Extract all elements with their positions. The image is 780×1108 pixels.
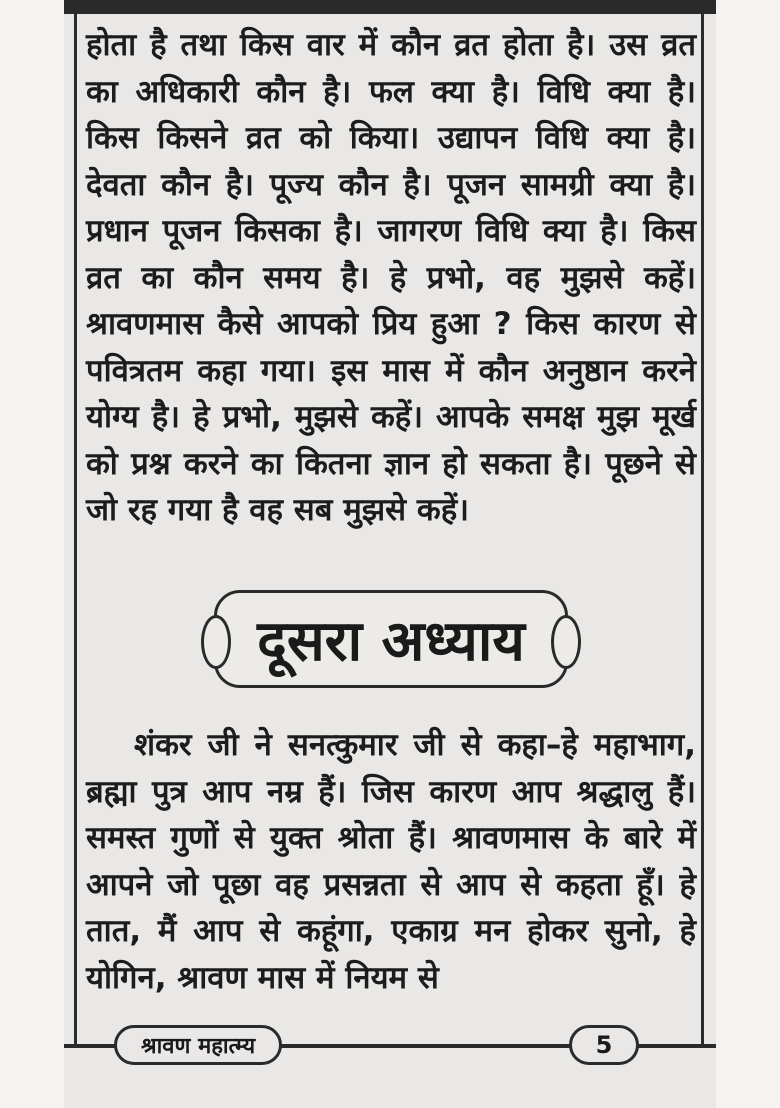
footer-book-title: श्रावण महात्म्य (114, 1025, 282, 1065)
body-paragraph-2: शंकर जी ने सनत्कुमार जी से कहा–हे महाभाग, ब्रह्मा पुत्र आप नम्र हैं। जिस कारण आप श्रद्धालु हैं। समस्त गुणों से युक्त श्रोता हैं। श्रावणमास के बारे में आपने जो पूछा वह प्रसन्नता से आप से कहता हूँ। हे तात, मैं आप से कहूंगा, एकाग्र मन होकर सुनो, हे योगिन, श्रावण मास में नियम से (86, 727, 696, 996)
chapter-heading-box (214, 590, 568, 688)
body-paragraph-1: होता है तथा किस वार में कौन व्रत होता है। उस व्रत का अधिकारी कौन है। फल क्या है। विधि क्या है। किस किसने व्रत को किया। उद्यापन विधि क्या है। देवता कौन है। पूज्य कौन है। पूजन सामग्री क्या है। प्रधान पूजन किसका है। जागरण विधि क्या है। किस व्रत का कौन समय है। हे प्रभो, वह मुझसे कहें। श्रावणमास कैसे आपको प्रिय हुआ ? किस कारण से पवित्रतम कहा गया। इस मास में कौन अनुष्ठान करने योग्य है। हे प्रभो, मुझसे कहें। आपके समक्ष मुझ मूर्ख को प्रश्न करने का कितना ज्ञान हो सकता है। पूछने से जो रह गया है वह सब मुझसे कहें। (86, 27, 696, 528)
book-page (64, 0, 716, 1108)
top-border (64, 0, 716, 14)
page-number: 5 (569, 1025, 639, 1065)
chapter-title: दूसरा अध्याय (257, 609, 525, 674)
